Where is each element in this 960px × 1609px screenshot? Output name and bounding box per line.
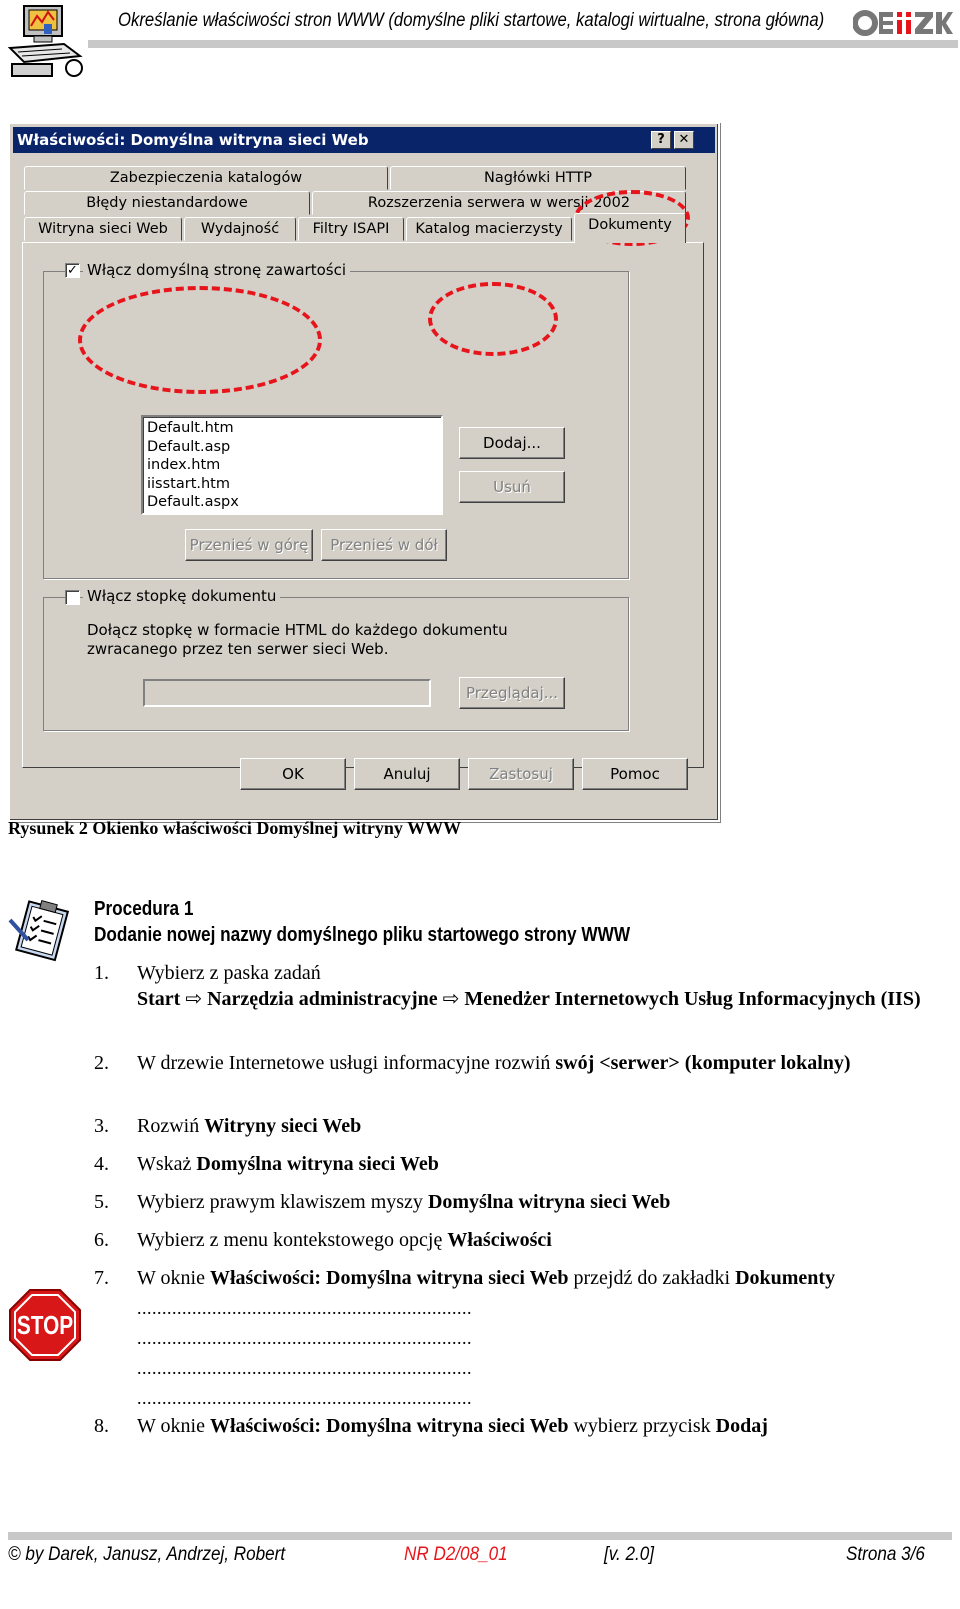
arrow-icon: ⇨	[442, 988, 460, 1010]
enable-default-document-checkbox[interactable]: ✓	[65, 263, 80, 278]
figure-caption: Rysunek 2 Okienko właściwości Domyślnej witryny WWW	[8, 818, 462, 838]
step-text: Rozwiń	[137, 1115, 205, 1137]
list-item[interactable]: Default.aspx	[147, 494, 239, 510]
step-bold: Narzędzia administracyjne	[207, 988, 438, 1010]
tab-filtry-isapi[interactable]: Filtry ISAPI	[298, 217, 404, 241]
ok-button[interactable]: OK	[240, 758, 346, 790]
step-3	[94, 1113, 954, 1141]
step-text: Wybierz prawym klawiszem myszy	[137, 1191, 428, 1213]
oeiizk-logo-icon	[853, 8, 953, 38]
dotted-line: ...................................................................	[137, 1298, 472, 1318]
dotted-line: ...................................................................	[137, 1328, 472, 1348]
footer-page: Strona 3/6	[846, 1544, 925, 1565]
step-bold: Właściwości	[447, 1229, 552, 1251]
move-down-button[interactable]: Przenieś w dół	[321, 529, 447, 561]
close-title-button[interactable]: ✕	[674, 131, 694, 149]
step-number: 8.	[94, 1415, 109, 1437]
list-item[interactable]: Default.asp	[147, 438, 231, 455]
clipboard-checklist-icon	[8, 900, 78, 962]
footer-description: Dołącz stopkę w formacie HTML do każdego dokumentu zwracanego przez ten serwer sieci Web.	[87, 621, 508, 658]
step-5	[94, 1189, 954, 1217]
default-document-list[interactable]	[141, 415, 443, 515]
step-bold: Dodaj	[715, 1415, 768, 1437]
stop-sign-icon	[8, 1288, 82, 1362]
procedure-title: Procedura 1	[94, 898, 194, 920]
tab-dokumenty[interactable]: Dokumenty	[574, 213, 686, 243]
footer-version: [v. 2.0]	[604, 1544, 655, 1565]
list-item[interactable]: Default.htm	[147, 420, 234, 436]
help-button[interactable]: Pomoc	[582, 758, 688, 790]
dialog-title: Właściwości: Domyślna witryna sieci Web	[17, 131, 369, 149]
move-up-button[interactable]: Przenieś w górę	[185, 529, 313, 561]
step-bold: Domyślna witryna sieci Web	[196, 1153, 439, 1175]
step-number: 7.	[94, 1267, 109, 1289]
step-bold: Menedżer Internetowych Usług Informacyjnych (IIS)	[464, 988, 921, 1010]
dotted-line: ...................................................................	[137, 1358, 472, 1378]
step-number: 5.	[94, 1191, 109, 1213]
footer-code: NR D2/08_01	[404, 1544, 508, 1565]
step-bold: Start	[137, 988, 181, 1010]
dialog-titlebar[interactable]	[13, 127, 715, 153]
enable-default-document-label[interactable]: Włącz domyślną stronę zawartości	[83, 261, 350, 279]
help-title-button[interactable]: ?	[651, 131, 671, 149]
header-rule	[88, 40, 958, 48]
step-bold: Dokumenty	[735, 1267, 836, 1289]
header-title: Określanie właściwości stron WWW (domyślne pliki startowe, katalogi wirtualne, strona główna)	[118, 10, 825, 31]
properties-dialog	[8, 122, 720, 822]
step-bold: swój <serwer> (komputer lokalny)	[555, 1052, 851, 1074]
footer-authors: © by Darek, Janusz, Andrzej, Robert	[8, 1544, 286, 1565]
list-item[interactable]: index.htm	[147, 457, 221, 473]
document-footer-group	[43, 597, 629, 731]
step-bold: Domyślna witryna sieci Web	[427, 1191, 671, 1213]
enable-document-footer-label[interactable]: Włącz stopkę dokumentu	[83, 587, 280, 605]
step-number: 3.	[94, 1115, 109, 1137]
footer-rule	[8, 1532, 952, 1540]
stop-sign-text: STOP	[16, 1310, 74, 1340]
step-number: 4.	[94, 1153, 109, 1175]
procedure-subtitle: Dodanie nowej nazwy domyślnego pliku startowego strony WWW	[94, 924, 631, 946]
step-4	[94, 1151, 954, 1179]
step-text: W oknie	[137, 1267, 210, 1289]
step-number: 1.	[94, 962, 109, 984]
tab-bledy-niestandardowe[interactable]: Błędy niestandardowe	[24, 191, 310, 215]
footer-file-input[interactable]	[143, 679, 431, 707]
step-6	[94, 1227, 954, 1255]
add-button[interactable]: Dodaj...	[459, 427, 565, 459]
step-text: Wybierz z paska zadań	[137, 962, 321, 984]
apply-button[interactable]: Zastosuj	[468, 758, 574, 790]
step-bold: Właściwości: Domyślna witryna sieci Web	[209, 1415, 569, 1437]
step-number: 2.	[94, 1052, 109, 1074]
step-text: wybierz przycisk	[568, 1415, 716, 1437]
step-8	[94, 1413, 954, 1441]
list-item[interactable]: iisstart.htm	[147, 475, 230, 492]
tab-wydajnosc[interactable]: Wydajność	[184, 217, 296, 241]
step-1	[94, 960, 954, 1040]
tab-zabezpieczenia-katalogow[interactable]: Zabezpieczenia katalogów	[24, 166, 388, 190]
step-text: W drzewie Internetowe usługi informacyjne rozwiń	[137, 1052, 556, 1074]
tab-witryna-sieci-web[interactable]: Witryna sieci Web	[24, 217, 182, 241]
cancel-button[interactable]: Anuluj	[354, 758, 460, 790]
arrow-icon: ⇨	[185, 988, 203, 1010]
step-text: W oknie	[137, 1415, 210, 1437]
step-number: 6.	[94, 1229, 109, 1251]
browse-button[interactable]: Przeglądaj...	[459, 677, 565, 709]
step-text: Wybierz z menu kontekstowego opcję	[137, 1229, 448, 1251]
tab-rozszerzenia-serwera[interactable]: Rozszerzenia serwera w wersji 2002	[312, 191, 686, 215]
dotted-line: ...................................................................	[137, 1388, 472, 1408]
step-text: przejdź do zakładki	[568, 1267, 736, 1289]
computer-logo-icon	[4, 2, 90, 82]
tab-naglowki-http[interactable]: Nagłówki HTTP	[390, 166, 686, 190]
step-7	[94, 1265, 954, 1293]
step-2	[94, 1050, 954, 1104]
tab-katalog-macierzysty[interactable]: Katalog macierzysty	[406, 217, 572, 241]
step-bold: Właściwości: Domyślna witryna sieci Web	[209, 1267, 569, 1289]
highlight-file-list	[78, 286, 322, 394]
remove-button[interactable]: Usuń	[459, 471, 565, 503]
step-bold: Witryny sieci Web	[204, 1115, 362, 1137]
enable-document-footer-checkbox[interactable]	[65, 590, 80, 605]
highlight-add-button	[428, 282, 558, 356]
step-text: Wskaż	[137, 1153, 197, 1175]
